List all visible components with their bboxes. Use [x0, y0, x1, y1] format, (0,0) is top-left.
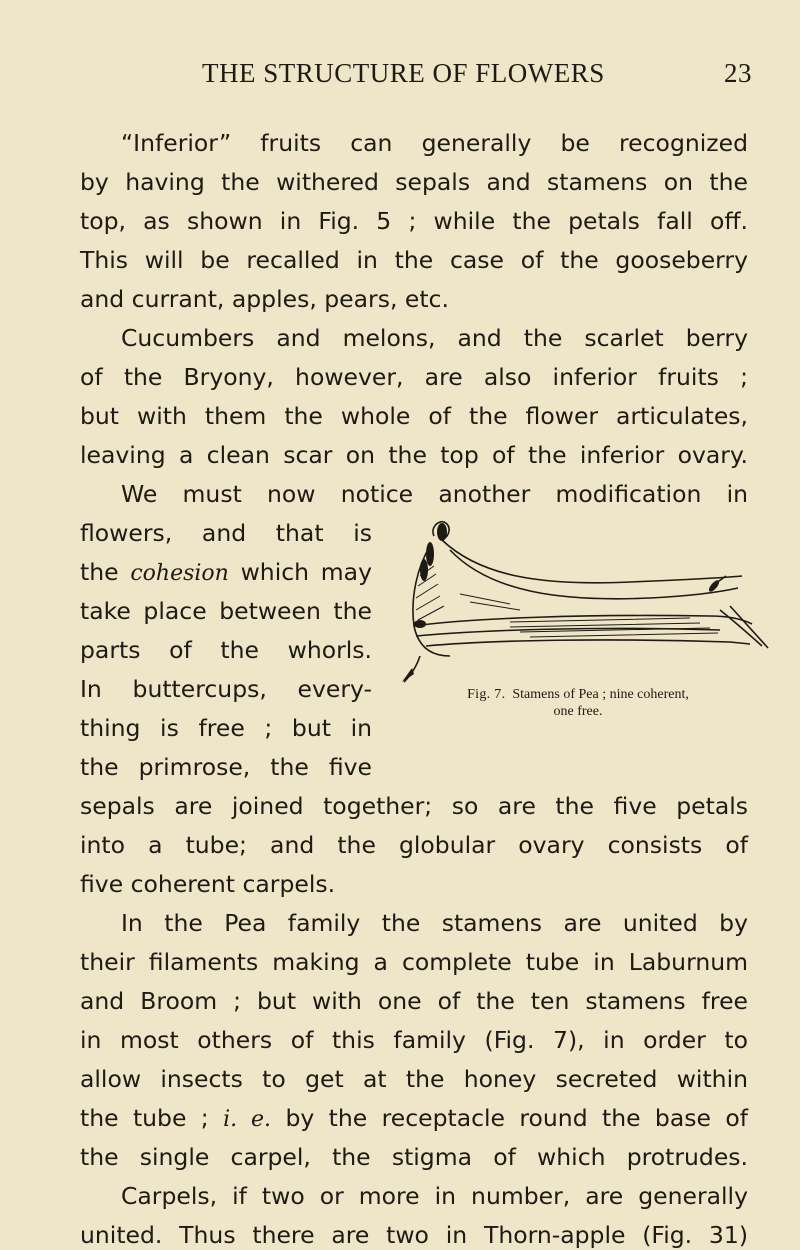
text-fragment: the tube ;	[80, 1104, 224, 1132]
caption-line: one free.	[553, 704, 603, 719]
text-line	[80, 1103, 748, 1135]
text-line: the single carpel, the stigma of which protrudes.	[80, 1143, 748, 1171]
text-line: In buttercups, every-	[80, 675, 372, 703]
italic-term: cohesion	[130, 561, 229, 586]
text-fragment: which may	[228, 558, 372, 586]
italic-term: i. e.	[223, 1107, 272, 1132]
text-line: top, as shown in Fig. 5 ; while the petals fall off.	[80, 207, 748, 235]
text-line: We must now notice another modification in	[121, 480, 748, 508]
text-line: This will be recalled in the case of the gooseberry	[80, 246, 748, 274]
text-line: Carpels, if two or more in number, are generally	[121, 1182, 748, 1210]
figure-label: Fig. 7.	[467, 687, 506, 702]
text-line: of the Bryony, however, are also inferior fruits ;	[80, 363, 748, 391]
text-line: into a tube; and the globular ovary consists of	[80, 831, 748, 859]
text-line: sepals are joined together; so are the five petals	[80, 792, 748, 820]
text-line: leaving a clean scar on the top of the inferior ovary.	[80, 441, 748, 469]
page-number: 23	[724, 58, 752, 88]
text-line: flowers, and that is	[80, 519, 372, 547]
caption-text: Stamens of Pea ; nine coherent,	[512, 687, 689, 702]
caption-line	[388, 686, 768, 703]
text-line: but with them the whole of the flower articulates,	[80, 402, 748, 430]
running-head	[0, 58, 800, 98]
running-title: THE STRUCTURE OF FLOWERS	[202, 58, 605, 88]
text-line: their filaments making a complete tube in Laburnum	[80, 948, 748, 976]
text-line: take place between the	[80, 597, 372, 625]
text-line: the primrose, the five	[80, 753, 372, 781]
text-line: five coherent carpels.	[80, 870, 336, 898]
text-line: in most others of this family (Fig. 7), in order to	[80, 1026, 748, 1054]
text-line: and Broom ; but with one of the ten stamens free	[80, 987, 748, 1015]
pea-stamens-illustration	[390, 506, 772, 686]
text-fragment: the	[80, 558, 131, 586]
text-line: thing is free ; but in	[80, 714, 372, 742]
text-line: united. Thus there are two in Thorn-apple (Fig. 31)	[80, 1221, 748, 1249]
text-line: and currant, apples, pears, etc.	[80, 285, 449, 313]
text-line: by having the withered sepals and stamens on the	[80, 168, 748, 196]
figure-caption	[388, 686, 768, 720]
text-fragment: by the receptacle round the base of	[271, 1104, 748, 1132]
text-line: allow insects to get at the honey secreted within	[80, 1065, 748, 1093]
text-line: “Inferior” fruits can generally be recognized	[121, 129, 748, 157]
text-line: In the Pea family the stamens are united by	[121, 909, 748, 937]
text-line	[80, 557, 372, 589]
text-line: parts of the whorls.	[80, 636, 372, 664]
text-line: Cucumbers and melons, and the scarlet berry	[121, 324, 748, 352]
